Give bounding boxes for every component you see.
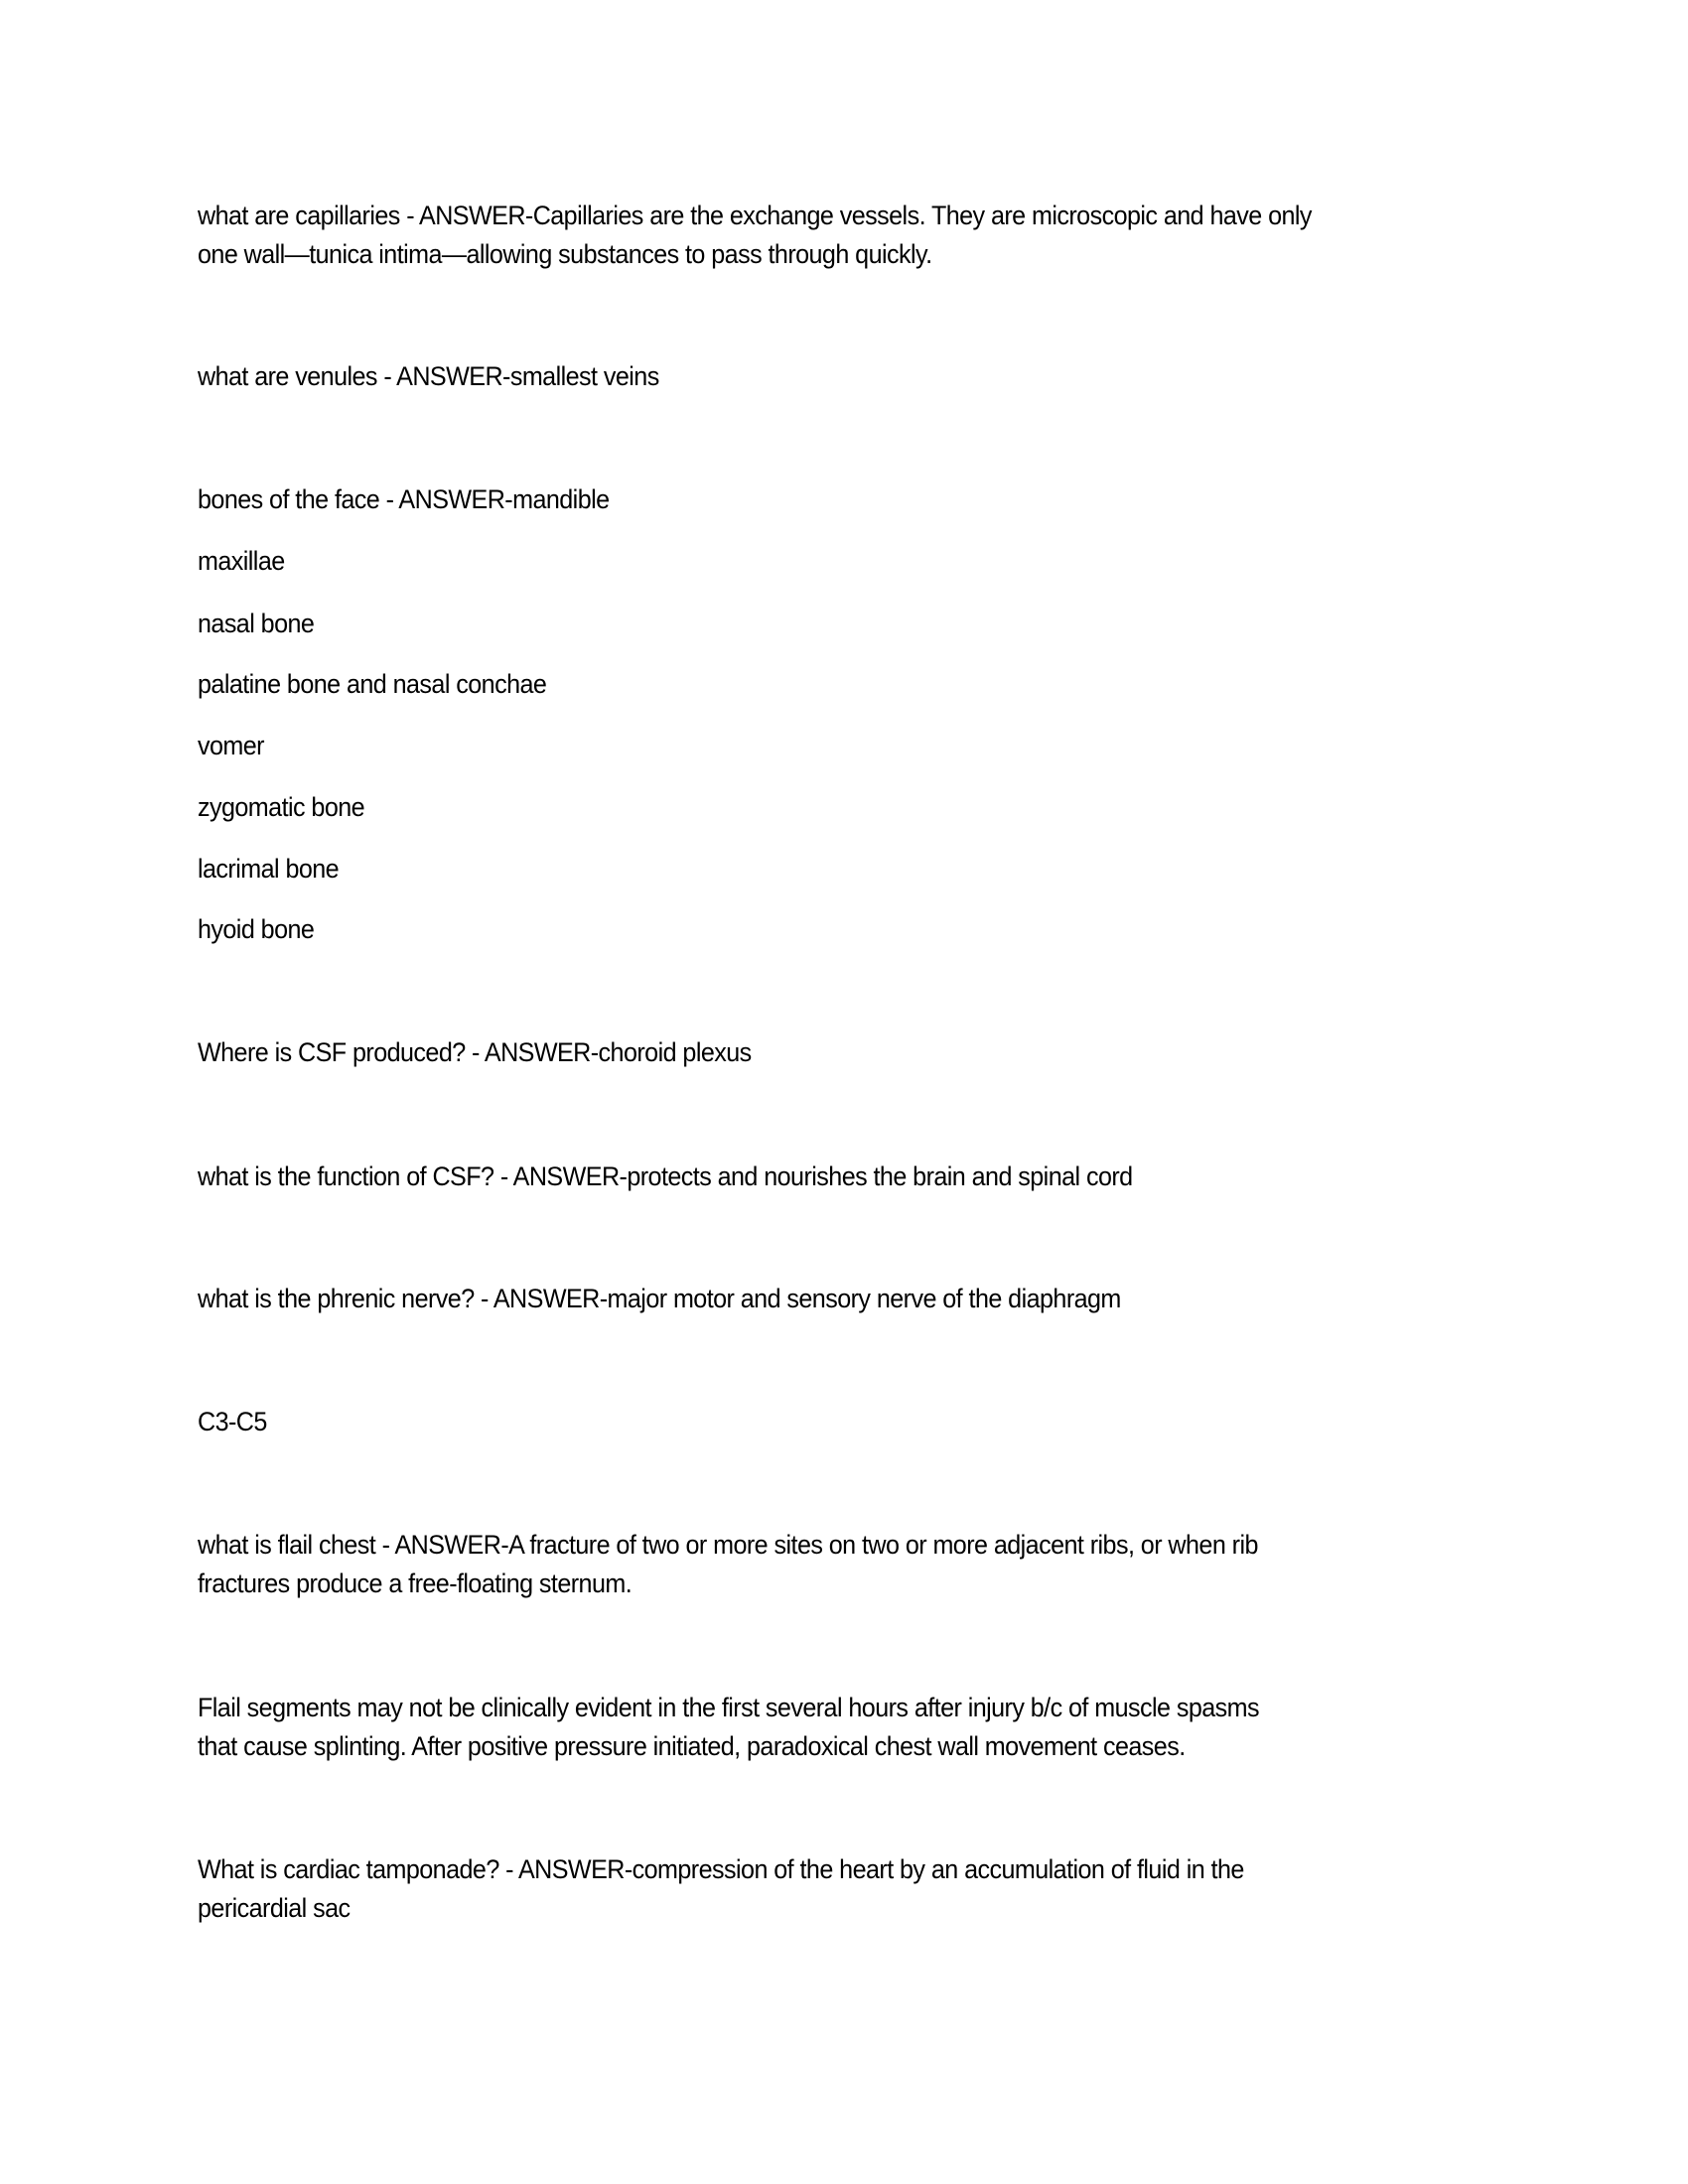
phrenic-nerve-roots: C3-C5 <box>198 1407 267 1436</box>
face-bone-item: vomer <box>198 731 264 760</box>
flail-chest-question-line-1: what is flail chest - ANSWER-A fracture of two or more sites on two or more adjacent ribs, or when rib <box>198 1530 1258 1560</box>
face-bone-item: palatine bone and nasal conchae <box>198 669 547 699</box>
cardiac-tamponade-question-line-2: pericardial sac <box>198 1893 351 1923</box>
face-bones-question: bones of the face - ANSWER-mandible <box>198 484 610 514</box>
face-bone-item: lacrimal bone <box>198 854 340 884</box>
capillaries-question-line-1: what are capillaries - ANSWER-Capillaries are the exchange vessels. They are microscopic and have only <box>198 201 1312 230</box>
face-bone-item: hyoid bone <box>198 914 315 944</box>
face-bone-item: zygomatic bone <box>198 792 365 822</box>
face-bone-item: maxillae <box>198 546 285 576</box>
csf-function-question: what is the function of CSF? - ANSWER-protects and nourishes the brain and spinal cord <box>198 1161 1133 1191</box>
venules-question: what are venules - ANSWER-smallest veins <box>198 361 659 391</box>
cardiac-tamponade-question-line-1: What is cardiac tamponade? - ANSWER-compression of the heart by an accumulation of fluid in the <box>198 1854 1244 1884</box>
face-bone-item: nasal bone <box>198 609 315 638</box>
flail-segments-note-line-2: that cause splinting. After positive pressure initiated, paradoxical chest wall movement ceases. <box>198 1731 1186 1761</box>
csf-production-question: Where is CSF produced? - ANSWER-choroid plexus <box>198 1037 752 1067</box>
capillaries-question-line-2: one wall—tunica intima—allowing substances to pass through quickly. <box>198 239 932 269</box>
phrenic-nerve-question: what is the phrenic nerve? - ANSWER-major motor and sensory nerve of the diaphragm <box>198 1284 1121 1313</box>
flail-chest-question-line-2: fractures produce a free-floating sternum. <box>198 1569 633 1598</box>
flail-segments-note-line-1: Flail segments may not be clinically evident in the first several hours after injury b/c of muscle spasms <box>198 1693 1260 1722</box>
